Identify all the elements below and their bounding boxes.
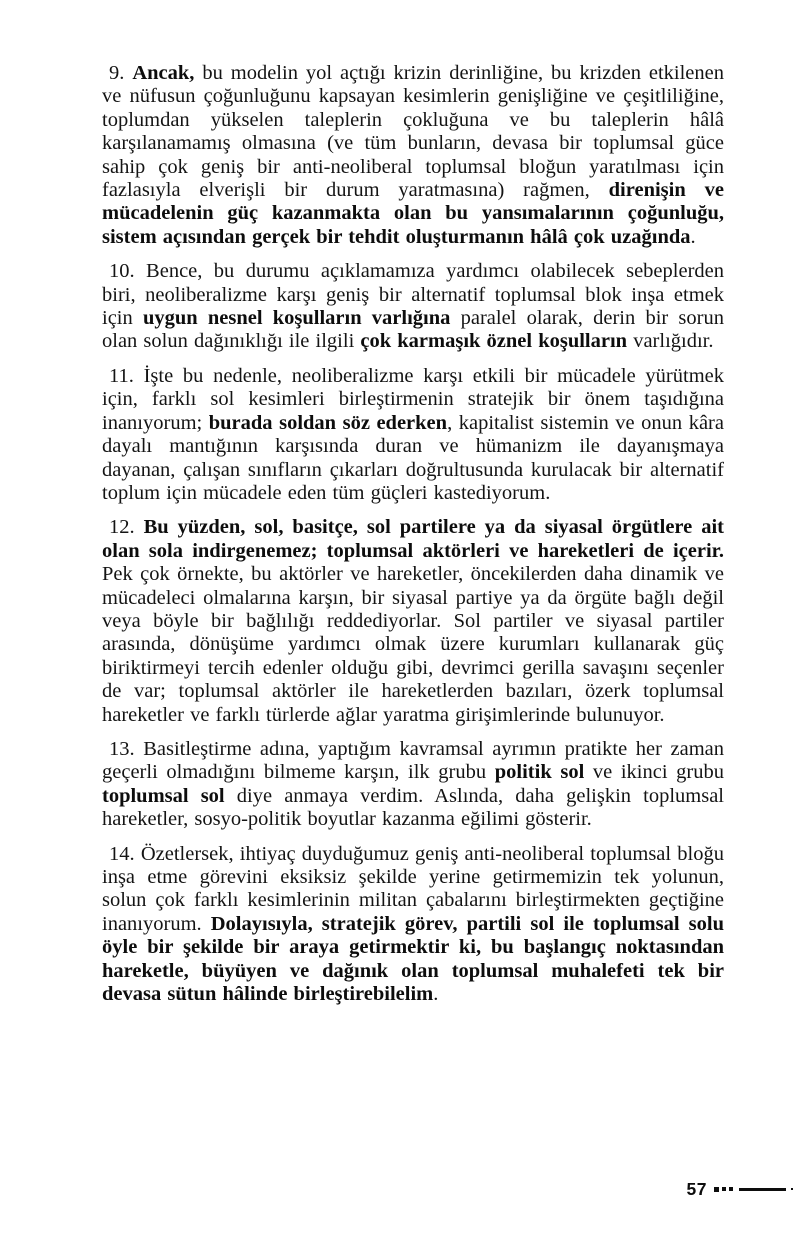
paragraph-11 (102, 365, 724, 505)
bold-text-segment: uygun nesnel koşulların varlığına (142, 307, 451, 330)
bold-text-segment: burada soldan söz ederken (208, 411, 448, 434)
text-segment: 14. Özetlersek, ihtiyaç duyduğumuz geniş anti-neoliberal toplumsal bloğu inşa etme görevini eksiksiz şekilde yerine getirmemizin tek yolunun, solun çok farklı kesimlerinin militan çabalarını birleştirmekten geçtiğine inanıyorum. (102, 842, 724, 935)
bold-text-segment: çok karmaşık öznel koşulların (360, 330, 628, 353)
page-footer (687, 1179, 793, 1199)
text-segment: 10. Bence, bu durumu açıklamamıza yardımcı olabilecek sebeplerden biri, neoliberalizme karşı geniş bir alternatif toplumsal blok inşa etmek için (102, 260, 724, 330)
paragraph-10 (102, 260, 724, 354)
ornament-rule (739, 1188, 786, 1191)
footer-ornament (714, 1187, 793, 1192)
text-segment: . (690, 225, 696, 248)
bold-text-segment: Dolayısıyla, stratejik görev, partili sol ile toplumsal solu öyle bir şekilde bir araya getirmektir ki, bu başlangıç noktasından hareketle, büyüyen ve dağınık olan toplumsal muhalefeti tek bir devasa sütun hâlinde birleştirebilelim (102, 912, 724, 1006)
bold-text-segment: Bu yüzden, sol, basitçe, sol partilere ya da siyasal örgütlere ait olan sola indirgenemez; toplumsal aktörleri ve hareketleri de içerir. (102, 516, 724, 562)
text-segment: paralel olarak, derin bir sorun olan solun dağınıklığı ile ilgili (102, 307, 724, 353)
text-segment: varlığıdır. (627, 330, 714, 353)
text-segment: 9. (109, 62, 133, 84)
text-segment: . (433, 983, 439, 1006)
bold-text-segment: Ancak, (132, 62, 195, 84)
page-number: 57 (686, 1178, 707, 1199)
bold-text-segment: politik sol (494, 761, 585, 784)
text-segment: ve ikinci grubu (584, 761, 724, 784)
text-segment: , kapitalist sistemin ve onun kâra dayalı mantığının karşısında duran ve hümanizm ile dayanışmaya dayanan, çalışan sınıfların çıkarları doğrultusunda kurulacak bir alternatif toplum için mücadele eden tüm güçleri kastediyorum. (102, 411, 724, 504)
ornament-end-dot-icon (791, 1188, 793, 1190)
text-segment: bu modelin yol açtığı krizin derinliğine, bu krizden etkilenen ve nüfusun çoğunluğunu kapsayan kesimlerin genişliğine ve çeşitliliğine, toplumdan yükselen taleplerin çokluğuna ve bu taleplerin hâlâ karşılanamamış olmasına (ve tüm bunların, devasa bir toplumsal güce sahip çok geniş bir anti-neoliberal toplumsal bloğun yaratılması için fazlasıyla elverişli bir durum yaratmasına) rağmen, (102, 62, 724, 202)
bold-text-segment: direnişin ve mücadelenin güç kazanmakta olan bu yansımalarının çoğunluğu, sistem açısından gerçek bir tehdit oluşturmanın hâlâ çok uzağında (102, 179, 724, 248)
bold-text-segment: toplumsal sol (102, 784, 225, 807)
ornament-square-icon (729, 1187, 733, 1191)
text-segment: diye anmaya verdim. Aslında, daha gelişkin toplumsal hareketler, sosyo-politik boyutlar kazanma eğilimi gösterir. (102, 784, 725, 831)
paragraph-14 (102, 843, 724, 1007)
ornament-square-icon (714, 1187, 719, 1192)
page-body (102, 62, 724, 1017)
ornament-square-icon (722, 1187, 726, 1191)
paragraph-13 (102, 738, 724, 832)
paragraph-9 (102, 62, 724, 249)
text-segment: Pek çok örnekte, bu aktörler ve hareketler, öncekilerden daha dinamik ve mücadeleci olmalarına karşın, bir siyasal partiye ya da örgüte bağlı değil veya böyle bir bağlılığı reddediyorlar. Sol partiler ve siyasal partiler arasında, dönüşüme yardımcı olmak üzere kurumları kullanarak güç biriktirmeyi tercih edenler olduğu gibi, devrimci gerilla savaşını seçenler de var; toplumsal aktörler ile hareketlerden bazıları, özerk toplumsal hareketler ve farklı türlerde ağlar yaratma girişimlerinde bulunuyor. (102, 563, 724, 726)
paragraph-12 (102, 516, 724, 727)
text-segment: 11. İşte bu nedenle, neoliberalizme karşı etkili bir mücadele yürütmek için, farklı sol kesimleri birleştirmenin stratejik bir önem taşıdığına inanıyorum; (102, 364, 724, 434)
text-segment: 13. Basitleştirme adına, yaptığım kavramsal ayrımın pratikte her zaman geçerli olmadığını bilmeme karşın, ilk grubu (102, 737, 724, 784)
text-segment: 12. (109, 516, 144, 539)
